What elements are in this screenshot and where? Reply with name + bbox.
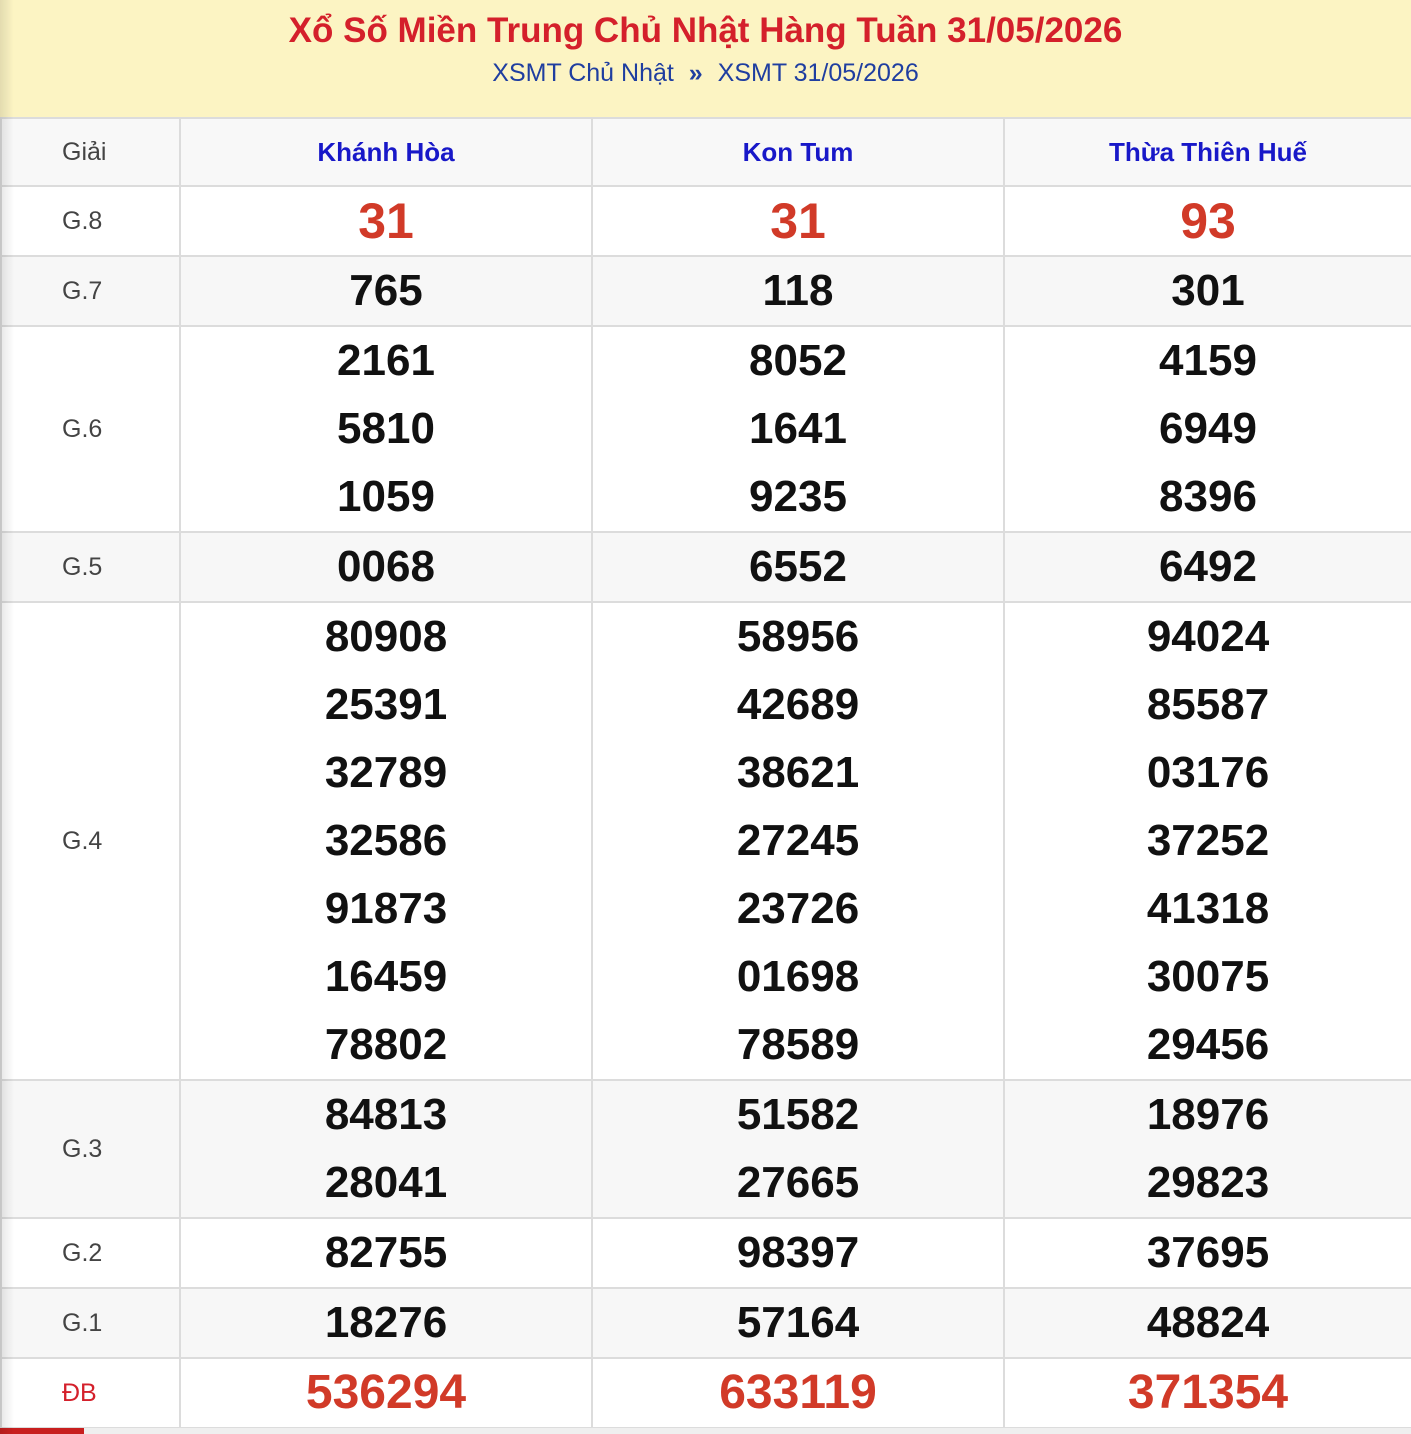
bottom-scroll-track [0, 1427, 1411, 1434]
result-number: 94024 [1146, 612, 1270, 661]
result-cell [1004, 1218, 1411, 1288]
result-number: 31 [770, 193, 826, 249]
result-number: 28041 [324, 1158, 448, 1207]
result-cell [592, 1288, 1004, 1358]
result-number: 37695 [1146, 1228, 1270, 1277]
result-number: 27245 [736, 816, 860, 865]
result-cell [1004, 602, 1411, 1080]
page-title: Xổ Số Miền Trung Chủ Nhật Hàng Tuần 31/05/2026 [288, 11, 1123, 50]
result-number: 2161 [337, 336, 435, 385]
prize-label: G.6 [1, 326, 180, 532]
result-number: 536294 [305, 1366, 467, 1419]
prize-label: ĐB [1, 1358, 180, 1428]
prize-row [1, 1218, 1411, 1288]
result-cell [1004, 256, 1411, 326]
result-cell [180, 532, 592, 602]
result-cell [180, 1358, 592, 1428]
result-number: 4159 [1159, 336, 1257, 385]
result-cell [592, 326, 1004, 532]
result-number: 93 [1180, 193, 1236, 249]
result-cell [180, 256, 592, 326]
prize-row [1, 532, 1411, 602]
result-number: 78802 [324, 1020, 448, 1069]
result-number: 01698 [736, 952, 860, 1001]
result-number: 0068 [337, 542, 435, 591]
prize-row [1, 602, 1411, 1080]
result-number: 6552 [749, 542, 847, 591]
prize-row [1, 326, 1411, 532]
result-number: 80908 [324, 612, 448, 661]
prize-label: G.7 [1, 256, 180, 326]
result-number: 371354 [1127, 1366, 1289, 1419]
table-header-row [1, 118, 1411, 186]
result-cell [592, 532, 1004, 602]
result-number: 1641 [749, 404, 847, 453]
prize-row [1, 186, 1411, 256]
result-number: 82755 [324, 1228, 448, 1277]
province-header [1004, 118, 1411, 186]
result-number: 32586 [324, 816, 448, 865]
result-number: 301 [1171, 266, 1245, 315]
result-number: 5810 [337, 404, 435, 453]
result-cell [592, 1218, 1004, 1288]
result-cell [1004, 1080, 1411, 1218]
result-number: 91873 [324, 884, 448, 933]
province-header [180, 118, 592, 186]
prize-label: G.1 [1, 1288, 180, 1358]
result-cell [180, 1288, 592, 1358]
province-header [592, 118, 1004, 186]
result-number: 48824 [1146, 1298, 1270, 1347]
result-number: 31 [358, 193, 414, 249]
result-number: 58956 [736, 612, 860, 661]
result-number: 765 [349, 266, 423, 315]
result-cell [180, 1080, 592, 1218]
result-number: 633119 [719, 1366, 877, 1419]
results-table [0, 117, 1411, 1429]
prize-row [1, 1288, 1411, 1358]
page-header [0, 0, 1411, 117]
result-number: 6492 [1159, 542, 1257, 591]
result-number: 25391 [324, 680, 448, 729]
result-number: 03176 [1146, 748, 1270, 797]
bottom-accent-bar [0, 1428, 84, 1434]
result-number: 18276 [324, 1298, 448, 1347]
result-number: 8396 [1159, 472, 1257, 521]
result-number: 38621 [736, 748, 860, 797]
result-cell [592, 1358, 1004, 1428]
province-link[interactable]: Kon Tum [742, 136, 854, 167]
result-number: 30075 [1146, 952, 1270, 1001]
result-number: 32789 [324, 748, 448, 797]
result-cell [592, 1080, 1004, 1218]
result-number: 85587 [1146, 680, 1270, 729]
breadcrumb-link-xsmt-sunday[interactable]: XSMT Chủ Nhật [492, 59, 674, 87]
result-number: 37252 [1146, 816, 1270, 865]
result-cell [1004, 326, 1411, 532]
result-number: 18976 [1146, 1090, 1270, 1139]
result-cell [592, 256, 1004, 326]
result-number: 16459 [324, 952, 448, 1001]
result-cell [1004, 1358, 1411, 1428]
province-link[interactable]: Thừa Thiên Huế [1109, 136, 1307, 167]
prize-row [1, 1358, 1411, 1428]
result-cell [1004, 186, 1411, 256]
breadcrumb-separator: » [688, 59, 703, 87]
result-cell [180, 186, 592, 256]
prize-row [1, 256, 1411, 326]
prize-label: G.3 [1, 1080, 180, 1218]
result-number: 98397 [736, 1228, 860, 1277]
result-number: 84813 [324, 1090, 448, 1139]
result-cell [180, 1218, 592, 1288]
prize-label: G.5 [1, 532, 180, 602]
result-number: 29456 [1146, 1020, 1270, 1069]
result-number: 1059 [337, 472, 435, 521]
result-cell [180, 326, 592, 532]
result-number: 41318 [1146, 884, 1270, 933]
prize-row [1, 1080, 1411, 1218]
result-number: 8052 [749, 336, 847, 385]
province-link[interactable]: Khánh Hòa [317, 136, 455, 167]
result-cell [180, 602, 592, 1080]
result-number: 57164 [736, 1298, 860, 1347]
result-cell [592, 186, 1004, 256]
result-number: 78589 [736, 1020, 860, 1069]
breadcrumb [0, 56, 1411, 90]
result-number: 9235 [749, 472, 847, 521]
result-number: 51582 [736, 1090, 860, 1139]
prize-label: G.8 [1, 186, 180, 256]
prize-label: G.2 [1, 1218, 180, 1288]
result-number: 42689 [736, 680, 860, 729]
result-number: 6949 [1159, 404, 1257, 453]
result-number: 23726 [736, 884, 860, 933]
prize-label: G.4 [1, 602, 180, 1080]
corner-label: Giải [1, 118, 180, 186]
result-number: 27665 [736, 1158, 860, 1207]
result-number: 29823 [1146, 1158, 1270, 1207]
result-number: 118 [762, 266, 834, 315]
result-cell [1004, 1288, 1411, 1358]
result-cell [1004, 532, 1411, 602]
breadcrumb-link-xsmt-date[interactable]: XSMT 31/05/2026 [717, 59, 919, 87]
result-cell [592, 602, 1004, 1080]
